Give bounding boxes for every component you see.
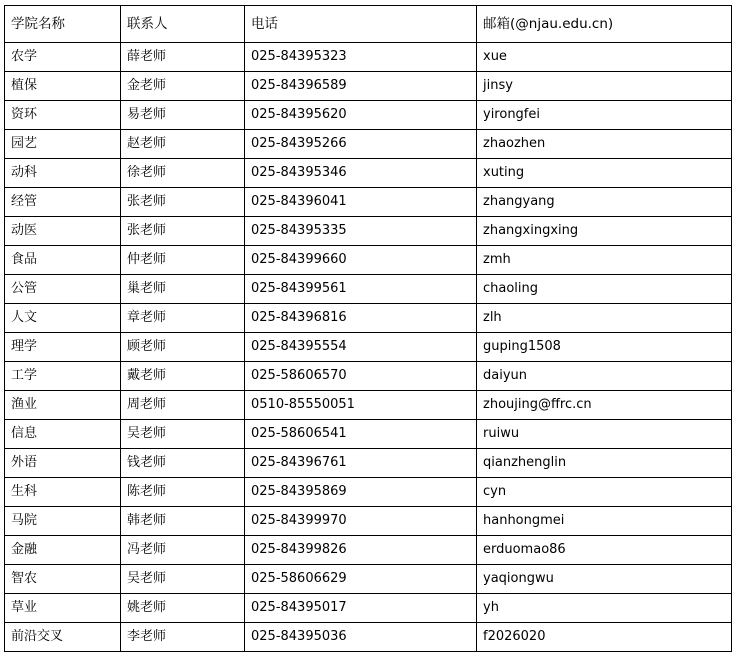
table-row — [5, 275, 732, 304]
cell-email: yaqiongwu — [477, 565, 732, 594]
header-college: 学院名称 — [5, 6, 121, 43]
cell-phone: 025-84396041 — [245, 188, 477, 217]
cell-college: 外语 — [5, 449, 121, 478]
cell-college: 生科 — [5, 478, 121, 507]
cell-contact: 周老师 — [121, 391, 245, 420]
cell-college: 植保 — [5, 72, 121, 101]
cell-contact: 陈老师 — [121, 478, 245, 507]
cell-contact: 李老师 — [121, 623, 245, 652]
cell-contact: 赵老师 — [121, 130, 245, 159]
cell-contact: 仲老师 — [121, 246, 245, 275]
cell-phone: 025-84395323 — [245, 43, 477, 72]
table-row — [5, 536, 732, 565]
cell-email: ruiwu — [477, 420, 732, 449]
cell-college: 经管 — [5, 188, 121, 217]
cell-email: zhoujing@ffrc.cn — [477, 391, 732, 420]
cell-college: 智农 — [5, 565, 121, 594]
table-header — [5, 6, 732, 43]
table-row — [5, 101, 732, 130]
cell-phone: 025-84395620 — [245, 101, 477, 130]
cell-email: zmh — [477, 246, 732, 275]
cell-contact: 吴老师 — [121, 565, 245, 594]
cell-contact: 张老师 — [121, 188, 245, 217]
table-row — [5, 43, 732, 72]
cell-email: yh — [477, 594, 732, 623]
cell-contact: 吴老师 — [121, 420, 245, 449]
cell-phone: 025-84399970 — [245, 507, 477, 536]
cell-college: 动医 — [5, 217, 121, 246]
table-row — [5, 507, 732, 536]
table-row — [5, 217, 732, 246]
cell-contact: 易老师 — [121, 101, 245, 130]
cell-phone: 025-84395346 — [245, 159, 477, 188]
table-row — [5, 130, 732, 159]
cell-college: 金融 — [5, 536, 121, 565]
cell-contact: 薛老师 — [121, 43, 245, 72]
cell-phone: 025-84395017 — [245, 594, 477, 623]
cell-contact: 顾老师 — [121, 333, 245, 362]
cell-contact: 张老师 — [121, 217, 245, 246]
table-row — [5, 188, 732, 217]
cell-email: jinsy — [477, 72, 732, 101]
table-row — [5, 449, 732, 478]
cell-contact: 姚老师 — [121, 594, 245, 623]
cell-phone: 025-58606570 — [245, 362, 477, 391]
cell-phone: 025-84396816 — [245, 304, 477, 333]
cell-college: 理学 — [5, 333, 121, 362]
cell-college: 园艺 — [5, 130, 121, 159]
cell-college: 动科 — [5, 159, 121, 188]
table-row — [5, 420, 732, 449]
cell-email: f2026020 — [477, 623, 732, 652]
cell-contact: 钱老师 — [121, 449, 245, 478]
cell-email: daiyun — [477, 362, 732, 391]
header-email: 邮箱(@njau.edu.cn) — [477, 6, 732, 43]
cell-phone: 025-84395554 — [245, 333, 477, 362]
table-row — [5, 159, 732, 188]
cell-college: 信息 — [5, 420, 121, 449]
cell-contact: 戴老师 — [121, 362, 245, 391]
cell-college: 农学 — [5, 43, 121, 72]
table-row — [5, 594, 732, 623]
cell-phone: 0510-85550051 — [245, 391, 477, 420]
cell-email: guping1508 — [477, 333, 732, 362]
cell-phone: 025-58606629 — [245, 565, 477, 594]
cell-email: hanhongmei — [477, 507, 732, 536]
table-row — [5, 623, 732, 652]
cell-email: zhangxingxing — [477, 217, 732, 246]
cell-phone: 025-84396589 — [245, 72, 477, 101]
cell-email: zhangyang — [477, 188, 732, 217]
cell-contact: 冯老师 — [121, 536, 245, 565]
cell-college: 前沿交叉 — [5, 623, 121, 652]
cell-contact: 金老师 — [121, 72, 245, 101]
cell-phone: 025-84395869 — [245, 478, 477, 507]
cell-email: xue — [477, 43, 732, 72]
cell-email: zhaozhen — [477, 130, 732, 159]
cell-email: erduomao86 — [477, 536, 732, 565]
contacts-table — [4, 5, 732, 652]
cell-college: 草业 — [5, 594, 121, 623]
table-row — [5, 565, 732, 594]
cell-contact: 巢老师 — [121, 275, 245, 304]
table-body — [5, 43, 732, 652]
cell-email: qianzhenglin — [477, 449, 732, 478]
cell-email: cyn — [477, 478, 732, 507]
cell-college: 食品 — [5, 246, 121, 275]
table-row — [5, 391, 732, 420]
cell-contact: 韩老师 — [121, 507, 245, 536]
cell-email: chaoling — [477, 275, 732, 304]
cell-college: 马院 — [5, 507, 121, 536]
cell-college: 工学 — [5, 362, 121, 391]
header-phone: 电话 — [245, 6, 477, 43]
cell-phone: 025-58606541 — [245, 420, 477, 449]
cell-phone: 025-84399561 — [245, 275, 477, 304]
table-row — [5, 246, 732, 275]
cell-phone: 025-84395036 — [245, 623, 477, 652]
cell-college: 人文 — [5, 304, 121, 333]
cell-email: yirongfei — [477, 101, 732, 130]
header-contact: 联系人 — [121, 6, 245, 43]
table-row — [5, 362, 732, 391]
cell-email: zlh — [477, 304, 732, 333]
cell-contact: 徐老师 — [121, 159, 245, 188]
cell-phone: 025-84396761 — [245, 449, 477, 478]
cell-phone: 025-84395266 — [245, 130, 477, 159]
cell-email: xuting — [477, 159, 732, 188]
table-row — [5, 304, 732, 333]
cell-college: 资环 — [5, 101, 121, 130]
cell-phone: 025-84399826 — [245, 536, 477, 565]
header-row — [5, 6, 732, 43]
table-row — [5, 333, 732, 362]
cell-contact: 章老师 — [121, 304, 245, 333]
table-row — [5, 478, 732, 507]
cell-college: 公管 — [5, 275, 121, 304]
cell-college: 渔业 — [5, 391, 121, 420]
cell-phone: 025-84399660 — [245, 246, 477, 275]
cell-phone: 025-84395335 — [245, 217, 477, 246]
table-row — [5, 72, 732, 101]
